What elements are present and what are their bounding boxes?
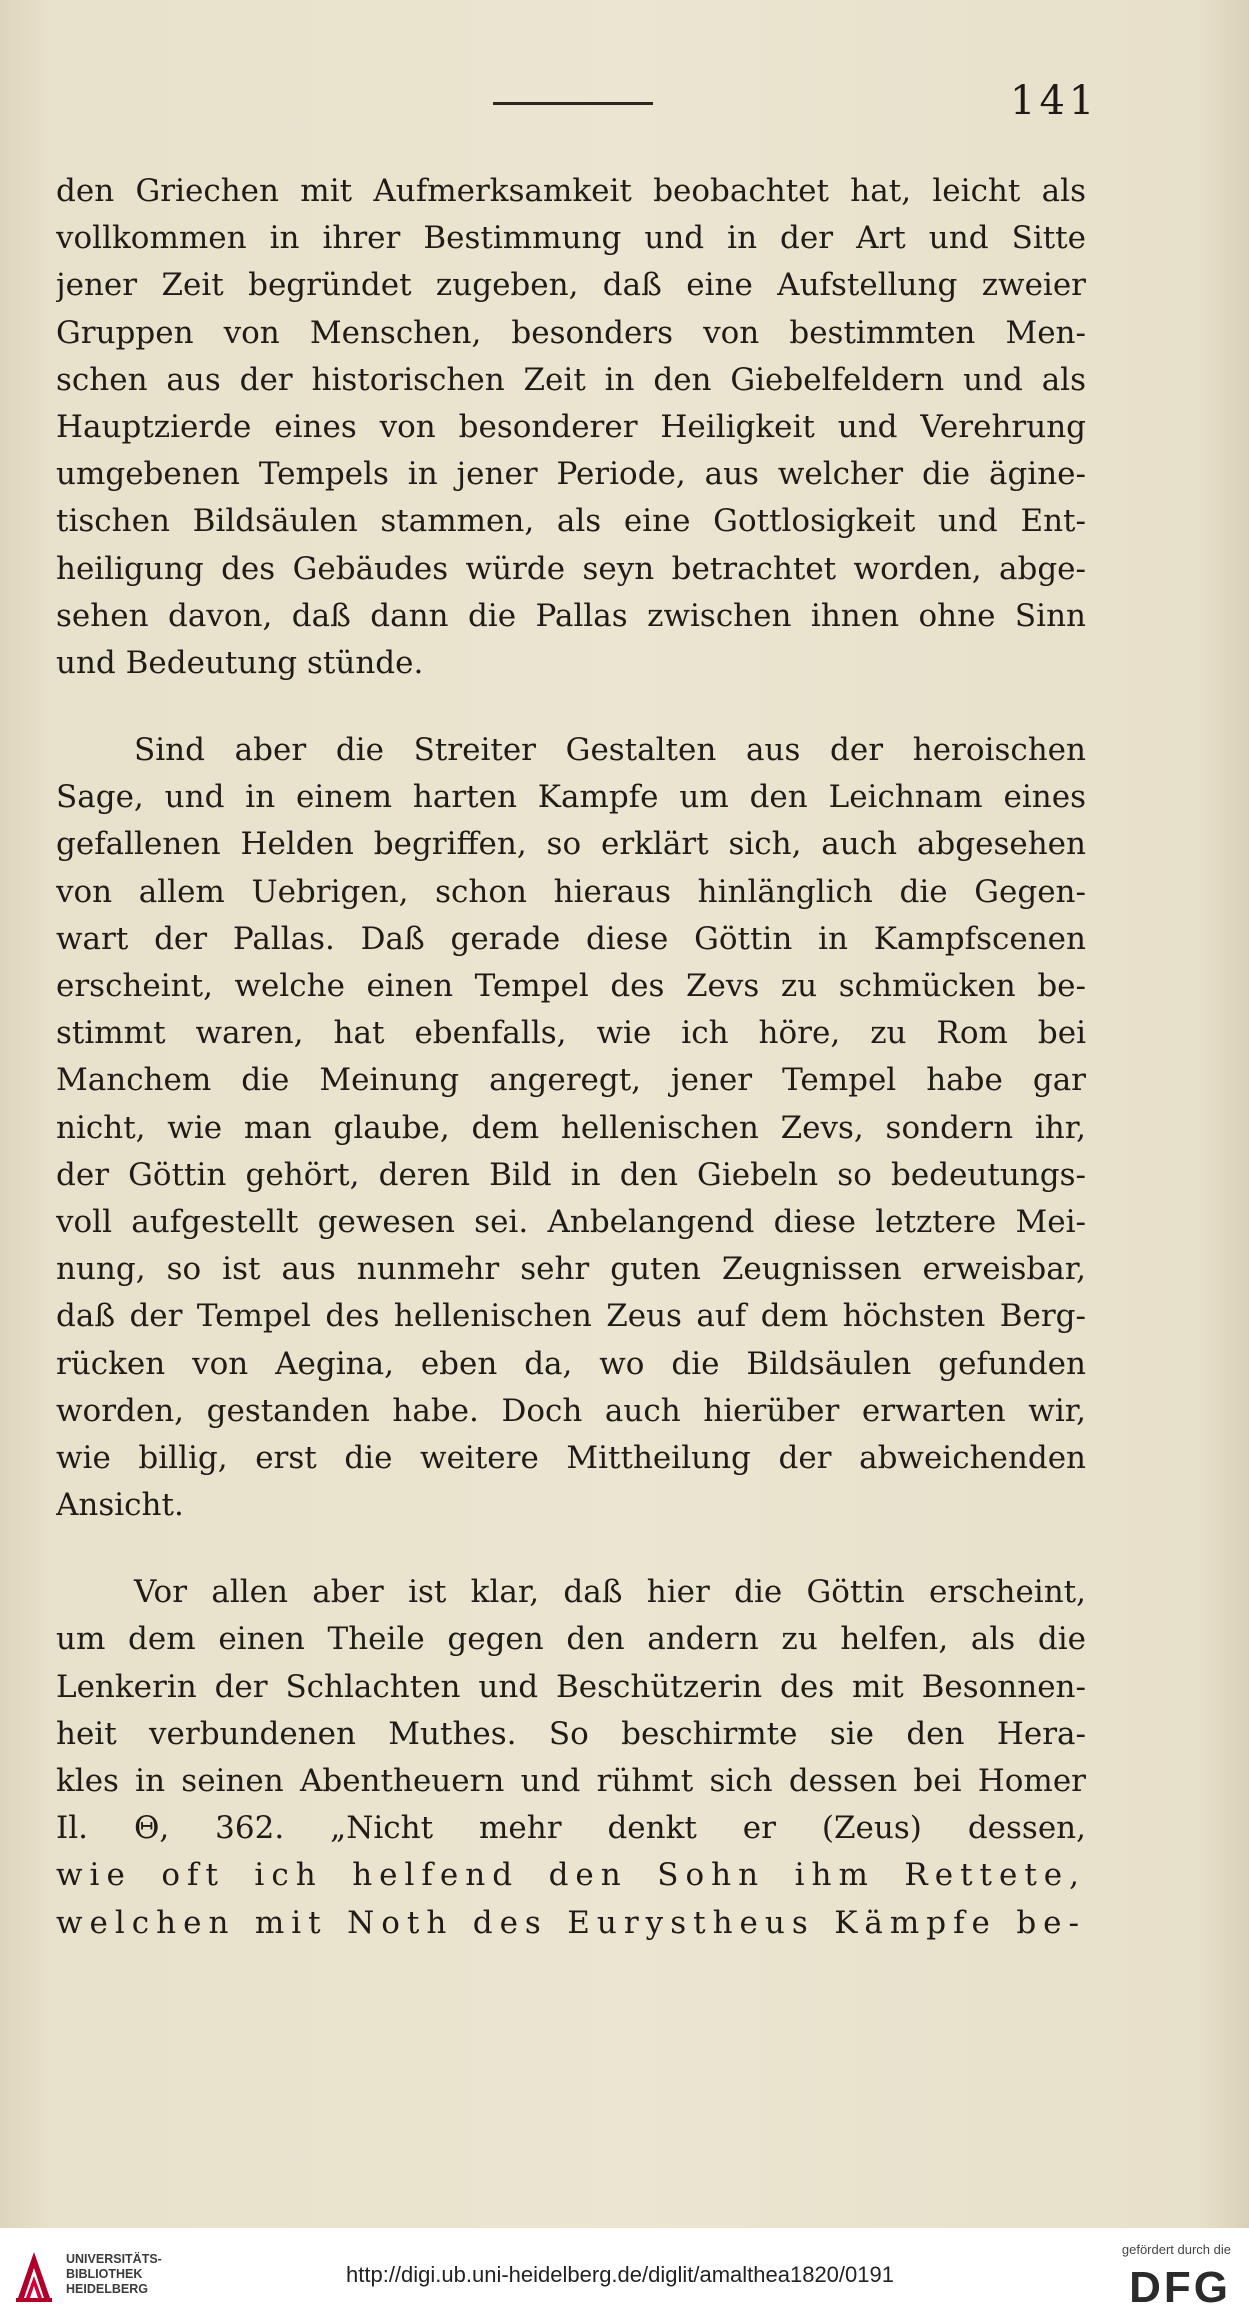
text-line: erscheint, welche einen Tempel des Zevs zu schmücken be- — [56, 968, 1086, 1004]
text-line: wart der Pallas. Daß gerade diese Göttin in Kampfscenen — [56, 920, 1086, 957]
text-line: tischen Bildsäulen stammen, als eine Gottlosigkeit und Ent- — [56, 503, 1086, 540]
paragraph-1 — [56, 168, 1086, 687]
text-line: vollkommen in ihrer Bestimmung und in der Art und Sitte — [56, 220, 1086, 257]
text-line: von allem Uebrigen, schon hieraus hinlänglich die Gegen- — [56, 873, 1086, 910]
funded-by-label: gefördert durch die — [1121, 2242, 1231, 2257]
text-line: Sage, und in einem harten Kampfe um den Leichnam eines — [56, 779, 1086, 816]
viewer-footer — [0, 2228, 1249, 2320]
paragraph-2 — [56, 727, 1086, 1529]
paragraph-3 — [56, 1569, 1086, 1947]
text-line: heit verbundenen Muthes. So beschirmte sie den Hera- — [56, 1715, 1086, 1752]
text-line: stimmt waren, hat ebenfalls, wie ich höre, zu Rom bei — [56, 1015, 1086, 1052]
text-line: umgebenen Tempels in jener Periode, aus welcher die ägine- — [56, 456, 1086, 493]
text-line: voll aufgestellt gewesen sei. Anbelangend diese letztere Mei- — [56, 1203, 1086, 1240]
permalink-url[interactable]: http://digi.ub.uni-heidelberg.de/diglit/amalthea1820/0191 — [346, 2262, 894, 2287]
library-name-line: HEIDELBERG — [66, 2282, 148, 2296]
text-line: wie oft ich helfend den Sohn ihm Rettete, — [56, 1857, 1086, 1894]
library-name-line: BIBLIOTHEK — [66, 2267, 143, 2281]
text-line: den Griechen mit Aufmerksamkeit beobachtet hat, leicht als — [56, 173, 1086, 209]
text-line: sehen davon, daß dann die Pallas zwischen ihnen ohne Sinn — [56, 597, 1086, 634]
text-line: Il. Θ, 362. „Nicht mehr denkt er (Zeus) dessen, — [56, 1810, 1086, 1847]
text-line: jener Zeit begründet zugeben, daß eine Aufstellung zweier — [56, 267, 1086, 304]
page-number: 141 — [1010, 78, 1099, 124]
text-line: Lenkerin der Schlachten und Beschützerin des mit Besonnen- — [56, 1668, 1086, 1705]
text-line: der Göttin gehört, deren Bild in den Giebeln so bedeutungs- — [56, 1156, 1086, 1193]
text-line: Hauptzierde eines von besonderer Heiligkeit und Verehrung — [56, 408, 1086, 445]
text-line: Ansicht. — [56, 1487, 184, 1524]
library-name-line: UNIVERSITÄTS- — [66, 2252, 162, 2266]
text-line: Vor allen aber ist klar, daß hier die Göttin erscheint, — [134, 1574, 1086, 1611]
header-rule — [493, 102, 653, 105]
text-line: heiligung des Gebäudes würde seyn betrachtet worden, abge- — [56, 550, 1086, 587]
dfg-logo: DFG — [1129, 2263, 1231, 2312]
text-line: Manchem die Meinung angeregt, jener Tempel habe gar — [56, 1062, 1086, 1099]
text-line: Gruppen von Menschen, besonders von bestimmten Men- — [56, 314, 1086, 351]
library-name — [66, 2252, 162, 2297]
text-line: rücken von Aegina, eben da, wo die Bildsäulen gefunden — [56, 1345, 1086, 1382]
text-line: welchen mit Noth des Eurystheus Kämpfe be- — [56, 1904, 1086, 1941]
text-line: worden, gestanden habe. Doch auch hierüber erwarten wir, — [56, 1392, 1086, 1429]
text-line: Sind aber die Streiter Gestalten aus der heroischen — [134, 732, 1086, 769]
text-line: daß der Tempel des hellenischen Zeus auf dem höchsten Berg- — [56, 1298, 1086, 1335]
text-line: und Bedeutung stünde. — [56, 644, 424, 681]
text-line: kles in seinen Abentheuern und rühmt sich dessen bei Homer — [56, 1763, 1086, 1799]
text-line: nung, so ist aus nunmehr sehr guten Zeugnissen erweisbar, — [56, 1251, 1086, 1288]
text-line: um dem einen Theile gegen den andern zu helfen, als die — [56, 1621, 1086, 1658]
text-line: nicht, wie man glaube, dem hellenischen Zevs, sondern ihr, — [56, 1109, 1086, 1146]
text-line: wie billig, erst die weitere Mittheilung der abweichenden — [56, 1439, 1086, 1476]
university-library-logo-icon — [14, 2248, 54, 2304]
text-line: schen aus der historischen Zeit in den Giebelfeldern und als — [56, 361, 1086, 398]
text-line: gefallenen Helden begriffen, so erklärt sich, auch abgesehen — [56, 826, 1086, 863]
body-text — [56, 168, 1086, 1987]
